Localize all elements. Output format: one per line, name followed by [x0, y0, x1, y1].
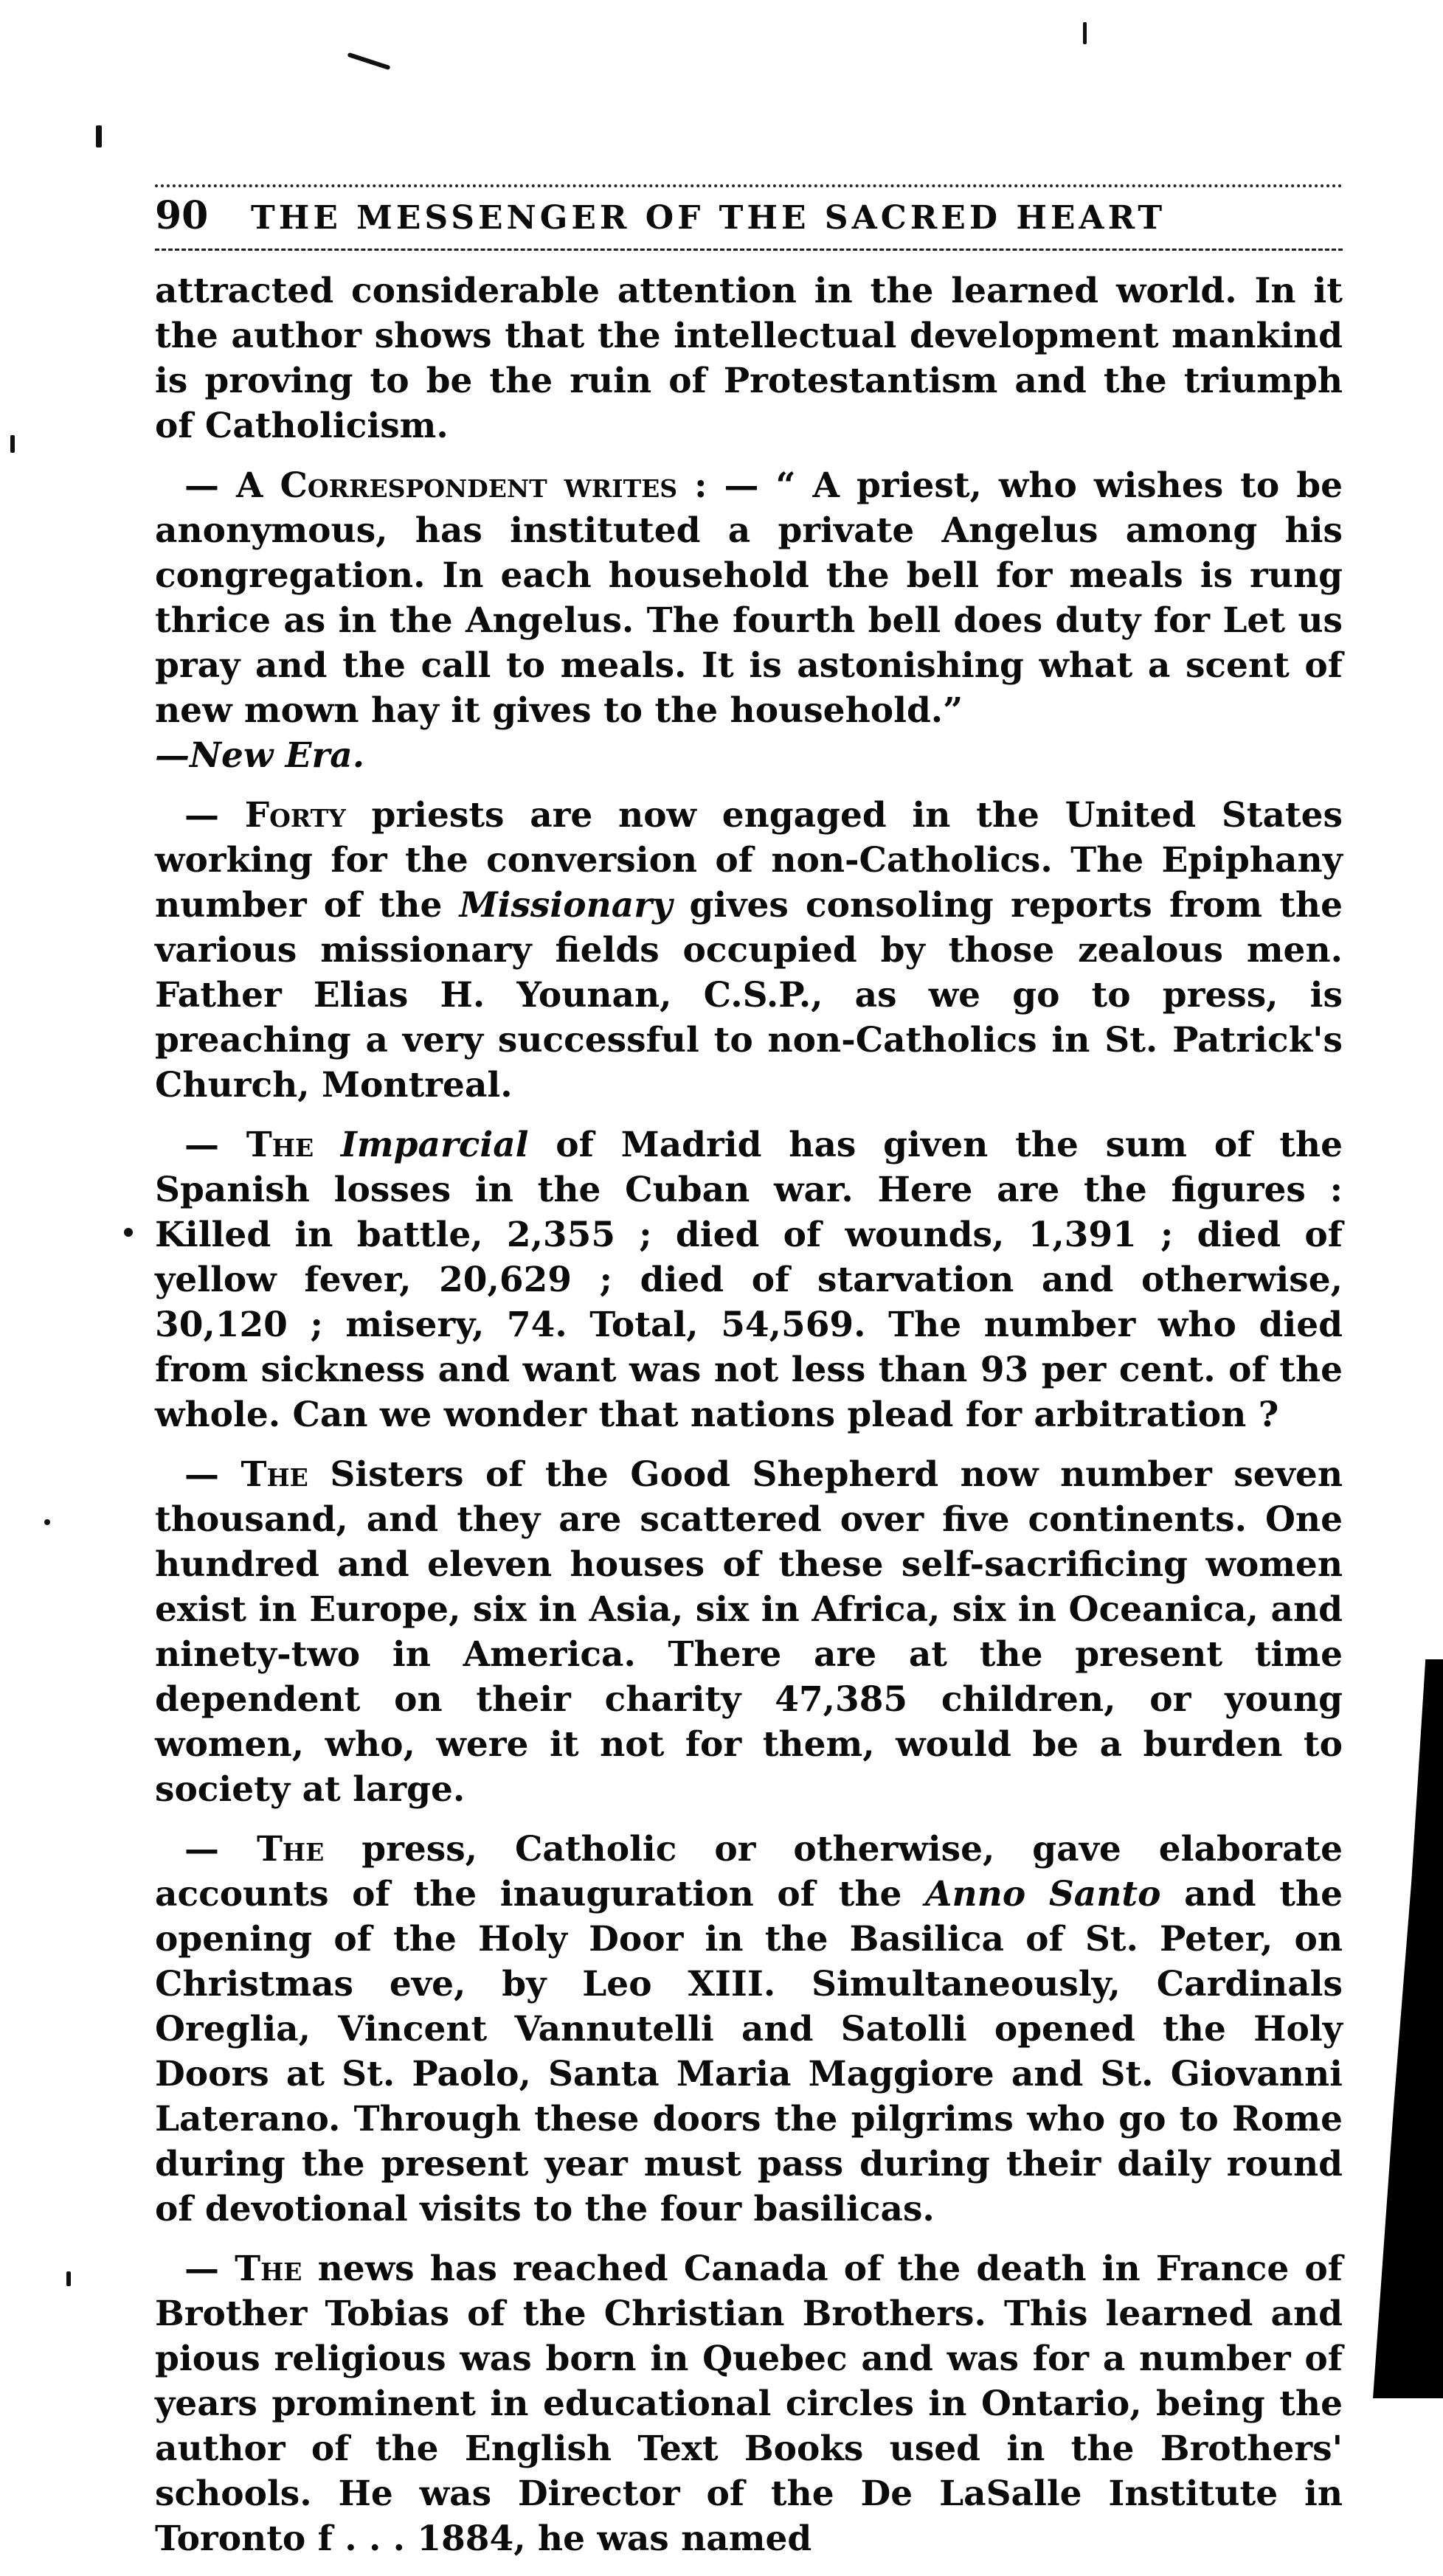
paragraph-lead: — The: [184, 1125, 314, 1165]
italic-term: Anno Santo: [925, 1874, 1161, 1914]
paragraph-lead: — A Correspondent writes :: [184, 465, 707, 506]
scan-speck: [66, 2271, 71, 2286]
page-number: 90: [155, 193, 209, 238]
paragraph-4: [155, 1122, 1343, 1437]
paragraph-1: [155, 268, 1343, 448]
paragraph-text: news has reached Canada of the death in France of Brother Tobias of the Christian Brothers. This learned and pious religious was born in Quebec and was for a number of years prominent in educational circles in Ontario, being the author of the English Text Books used in the Brothers' schools. He was Director of the De LaSalle Institute in Toronto f . . . 1884, he was named: [155, 2249, 1343, 2559]
paragraph-text-continued: and the opening of the Holy Door in the Basilica of St. Peter, on Christmas eve, by Leo XIII. Simultaneously, Cardinals Oreglia, Vincent Vannutelli and Satolli opened the Holy Doors at St. Paolo, Santa Maria Maggiore and St. Giovanni Laterano. Through these doors the pilgrims who go to Rome during the present year must pass during their daily round of devotional visits to the four basilicas.: [155, 1874, 1343, 2229]
paragraph-lead: — The: [184, 1454, 308, 1495]
paragraph-7: [155, 2246, 1343, 2561]
paragraph-3: [155, 793, 1343, 1108]
scan-speck: [1083, 22, 1087, 44]
paragraph-text: press, Catholic or otherwise, gave elaborate accounts of the inauguration of the: [155, 1829, 1343, 1914]
publication-title: Imparcial: [340, 1125, 529, 1165]
document-page: [155, 184, 1343, 2576]
paragraph-6: [155, 1827, 1343, 2232]
paragraph-lead: — Forty: [184, 795, 346, 836]
scan-speck: [124, 1228, 133, 1237]
paragraph-text: — “ A priest, who wishes to be anonymous, has instituted a private Angelus among his congregation. In each household the bell for meals is rung thrice as in the Angelus. The fourth bell does duty for Let us pray and the call to meals. It is astonishing what a scent of new mown hay it gives to the household.”: [155, 465, 1343, 731]
paragraph-text: attracted considerable attention in the learned world. In it the author shows that the intellectual development mankind is proving to be the ruin of Protestantism and the triumph of Catholicism.: [155, 271, 1343, 446]
publication-title: Missionary: [459, 885, 673, 926]
source-signature: —New Era.: [155, 735, 365, 776]
paragraph-text: Sisters of the Good Shepherd now number seven thousand, and they are scattered over five continents. One hundred and eleven houses of these self-sacrificing women exist in Europe, six in Asia, six in Africa, six in Oceanica, and ninety-two in America. There are at the present time dependent on their charity 47,385 children, or young women, who, were it not for them, would be a burden to society at large.: [155, 1454, 1343, 1810]
scan-speck: [10, 435, 15, 453]
running-title: THE MESSENGER OF THE SACRED HEART: [251, 199, 1166, 237]
scan-speck: [96, 125, 102, 147]
scan-speck: [44, 1519, 50, 1525]
paragraph-lead: — The: [184, 2249, 302, 2289]
page-header: [155, 184, 1343, 251]
scan-edge-shadow: [1373, 1659, 1443, 2398]
paragraph-lead: — The: [184, 1829, 325, 1869]
paragraph-2: [155, 463, 1343, 778]
paragraph-text: of Madrid has given the sum of the Spanish losses in the Cuban war. Here are the figures : Killed in battle, 2,355 ; died of wounds, 1,391 ; died of yellow fever, 20,629 ; died of starvation and otherwise, 30,120 ; misery, 74. Total, 54,569. The number who died from sickness and want was not less than 93 per cent. of the whole. Can we wonder that nations plead for arbitration ?: [155, 1125, 1343, 1435]
paragraph-text-continued: gives consoling reports from the various missionary fields occupied by those zealous men. Father Elias H. Younan, C.S.P., as we go to press, is preaching a very successful to non-Catholics in St. Patrick's Church, Montreal.: [155, 885, 1343, 1105]
paragraph-text: priests are now engaged in the United States working for the conversion of non-Catholics. The Epiphany number of the: [155, 795, 1343, 926]
paragraph-5: [155, 1452, 1343, 1812]
scan-speck: [347, 52, 391, 70]
